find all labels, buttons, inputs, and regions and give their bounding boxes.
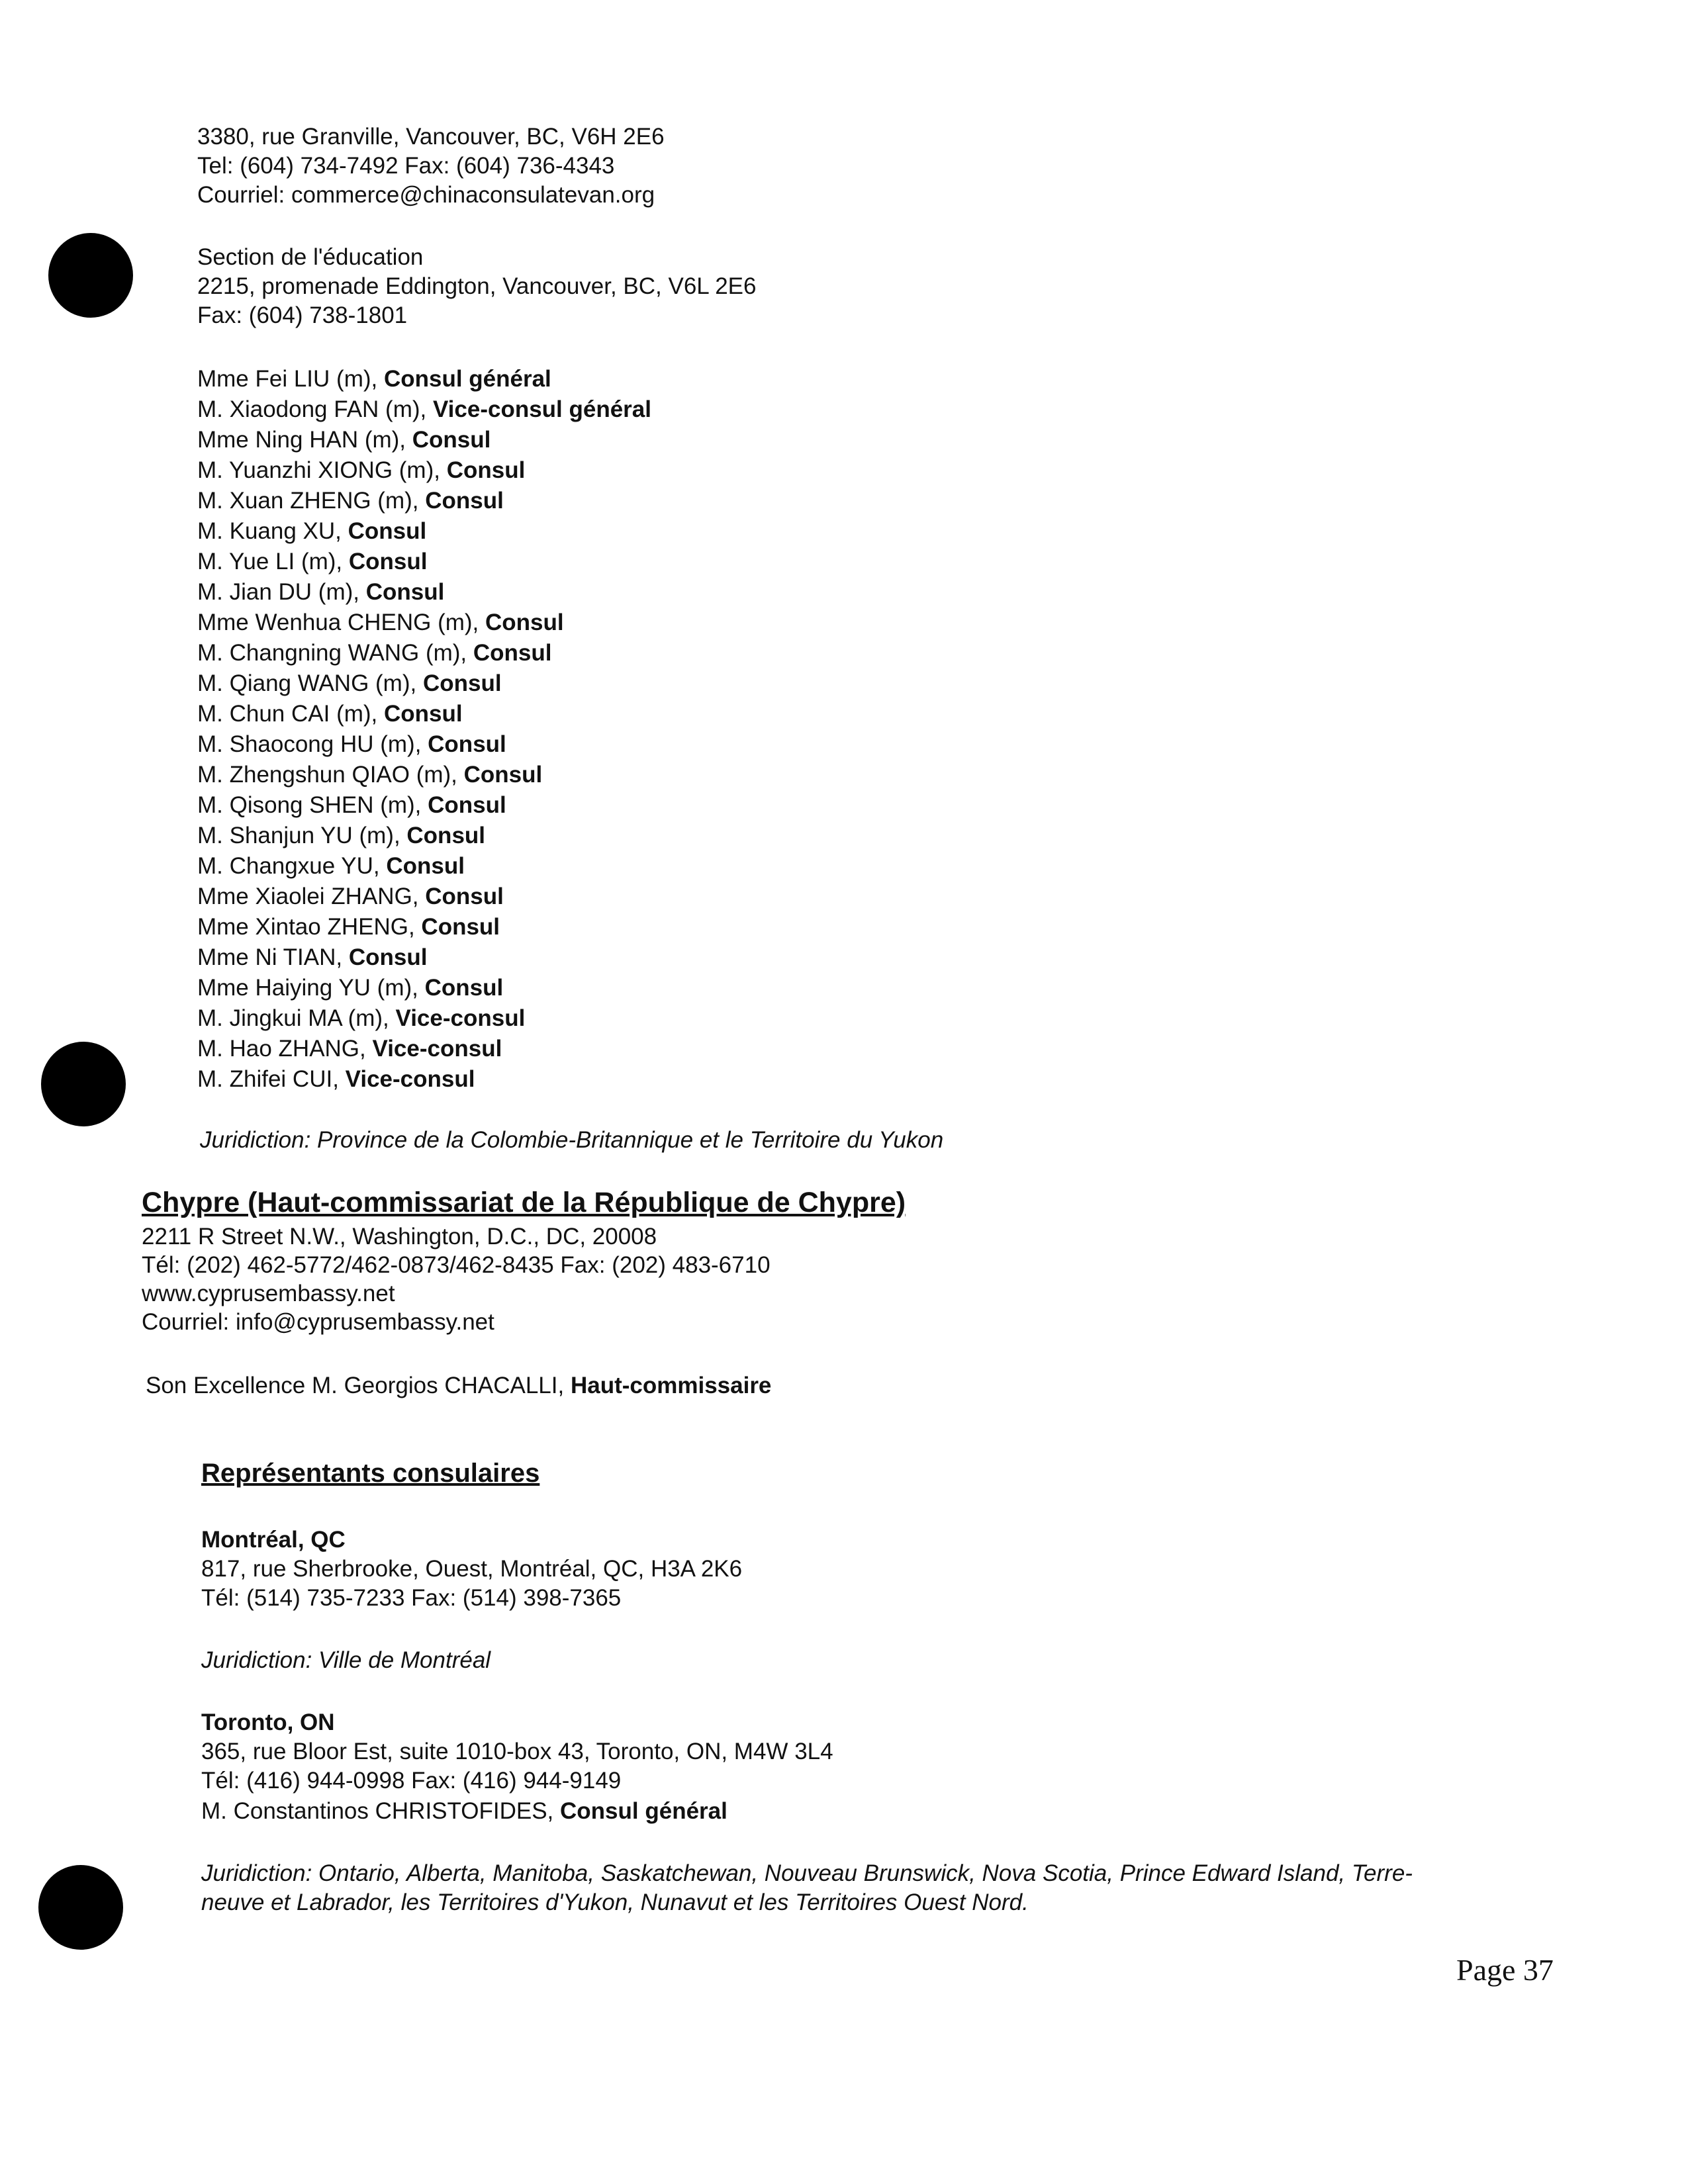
staff-name: M. Zhengshun QIAO (m), <box>197 762 464 788</box>
education-title: Section de l'éducation <box>197 244 424 270</box>
staff-title: Vice-consul général <box>432 396 651 422</box>
staff-name: M. Hao ZHANG, <box>197 1036 373 1062</box>
staff-name: Mme Wenhua CHENG (m), <box>197 610 485 635</box>
staff-title: Vice-consul <box>395 1005 526 1031</box>
staff-name: M. Jingkui MA (m), <box>197 1005 396 1031</box>
staff-title: Consul <box>424 975 504 1001</box>
staff-row <box>197 455 525 486</box>
staff-name: M. Zhifei CUI, <box>197 1066 346 1092</box>
staff-name: M. Shaocong HU (m), <box>197 731 428 757</box>
cyprus-address: 2211 R Street N.W., Washington, D.C., DC, 20008 <box>142 1224 657 1250</box>
staff-row <box>197 729 506 760</box>
staff-title: Consul <box>348 518 427 544</box>
consular-heading: Représentants consulaires <box>201 1459 540 1488</box>
commerce-phone: Tel: (604) 734-7492 Fax: (604) 736-4343 <box>197 153 615 179</box>
toronto-jurisdiction-line2: neuve et Labrador, les Territoires d'Yukon, Nunavut et les Territoires Ouest Nord. <box>201 1889 1029 1915</box>
staff-row <box>197 668 502 699</box>
staff-row <box>197 486 504 516</box>
toronto-jurisdiction-line1: Juridiction: Ontario, Alberta, Manitoba, Saskatchewan, Nouveau Brunswick, Nova Scotia, Prince Edward Island, Terre- <box>201 1860 1413 1886</box>
page-number: Page 37 <box>1456 1953 1554 1987</box>
cyprus-phone: Tél: (202) 462-5772/462-0873/462-8435 Fax: (202) 483-6710 <box>142 1252 771 1278</box>
commerce-address: 3380, rue Granville, Vancouver, BC, V6H 2E6 <box>197 124 665 150</box>
education-address: 2215, promenade Eddington, Vancouver, BC, V6L 2E6 <box>197 273 757 299</box>
staff-row <box>197 364 551 394</box>
toronto-staff <box>201 1796 727 1827</box>
head-name: Son Excellence M. Georgios CHACALLI, <box>146 1373 571 1398</box>
staff-name: M. Jian DU (m), <box>197 579 366 605</box>
staff-title: Consul <box>428 792 506 818</box>
staff-row <box>197 973 503 1003</box>
cyprus-email: Courriel: info@cyprusembassy.net <box>142 1309 494 1335</box>
toronto-city: Toronto, ON <box>201 1709 335 1735</box>
staff-name: Mme Xiaolei ZHANG, <box>197 884 426 909</box>
staff-name: M. Yuanzhi XIONG (m), <box>197 457 447 483</box>
staff-title: Consul <box>412 427 491 453</box>
staff-name: M. Xuan ZHENG (m), <box>197 488 426 514</box>
staff-name: M. Qisong SHEN (m), <box>197 792 428 818</box>
staff-name: M. Kuang XU, <box>197 518 348 544</box>
staff-title: Consul <box>425 488 504 514</box>
staff-name: Mme Ni TIAN, <box>197 944 349 970</box>
staff-row <box>197 608 564 638</box>
education-fax: Fax: (604) 738-1801 <box>197 302 408 328</box>
staff-title: Consul <box>348 944 428 970</box>
staff-name: Mme Ning HAN (m), <box>197 427 412 453</box>
head-title: Haut-commissaire <box>570 1373 772 1398</box>
staff-title: Consul <box>446 457 526 483</box>
binder-hole-middle <box>41 1042 126 1126</box>
staff-title: Consul <box>386 853 465 879</box>
staff-row <box>197 942 427 973</box>
staff-name: Mme Haiying YU (m), <box>197 975 425 1001</box>
staff-title: Vice-consul <box>345 1066 475 1092</box>
staff-row <box>197 425 491 455</box>
staff-title: Consul général <box>383 366 551 392</box>
staff-name: Mme Xintao ZHENG, <box>197 914 422 940</box>
staff-row <box>197 882 504 912</box>
staff-title: Consul <box>365 579 445 605</box>
staff-title: Consul <box>473 640 552 666</box>
toronto-staff-title: Consul général <box>560 1798 727 1824</box>
montreal-address: 817, rue Sherbrooke, Ouest, Montréal, QC, H3A 2K6 <box>201 1556 743 1582</box>
staff-name: M. Chun CAI (m), <box>197 701 384 727</box>
cyprus-website: www.cyprusembassy.net <box>142 1281 395 1306</box>
staff-row <box>197 760 542 790</box>
binder-hole-bottom <box>38 1865 123 1950</box>
staff-title: Consul <box>406 823 486 848</box>
staff-title: Consul <box>383 701 463 727</box>
staff-row <box>197 1003 525 1034</box>
staff-name: M. Changxue YU, <box>197 853 387 879</box>
toronto-address: 365, rue Bloor Est, suite 1010-box 43, Toronto, ON, M4W 3L4 <box>201 1739 833 1764</box>
staff-row <box>197 394 651 425</box>
staff-row <box>197 1064 475 1095</box>
staff-title: Consul <box>348 549 428 574</box>
staff-row <box>197 912 500 942</box>
staff-row <box>197 638 551 668</box>
binder-hole-top <box>48 233 133 318</box>
staff-title: Consul <box>425 884 504 909</box>
staff-row <box>197 547 427 577</box>
staff-row <box>197 577 444 608</box>
staff-title: Vice-consul <box>372 1036 502 1062</box>
staff-row <box>197 1034 502 1064</box>
staff-name: M. Xiaodong FAN (m), <box>197 396 433 422</box>
staff-title: Consul <box>422 670 502 696</box>
staff-row <box>197 516 426 547</box>
staff-row <box>197 790 506 821</box>
staff-title: Consul <box>421 914 500 940</box>
staff-row <box>197 851 465 882</box>
montreal-jurisdiction: Juridiction: Ville de Montréal <box>201 1647 491 1673</box>
toronto-staff-name: M. Constantinos CHRISTOFIDES, <box>201 1798 561 1824</box>
staff-name: M. Shanjun YU (m), <box>197 823 407 848</box>
staff-row <box>197 699 463 729</box>
staff-name: Mme Fei LIU (m), <box>197 366 384 392</box>
montreal-phone: Tél: (514) 735-7233 Fax: (514) 398-7365 <box>201 1585 622 1611</box>
staff-title: Consul <box>428 731 506 757</box>
staff-name: M. Qiang WANG (m), <box>197 670 423 696</box>
montreal-city: Montréal, QC <box>201 1527 346 1553</box>
commerce-email: Courriel: commerce@chinaconsulatevan.org <box>197 182 655 208</box>
china-jurisdiction: Juridiction: Province de la Colombie-Britannique et le Territoire du Yukon <box>200 1127 944 1153</box>
staff-title: Consul <box>485 610 564 635</box>
staff-row <box>197 821 485 851</box>
staff-title: Consul <box>463 762 543 788</box>
cyprus-heading: Chypre (Haut-commissariat de la République de Chypre) <box>142 1187 906 1218</box>
staff-name: M. Changning WANG (m), <box>197 640 473 666</box>
cyprus-head-of-mission <box>146 1371 771 1401</box>
toronto-phone: Tél: (416) 944-0998 Fax: (416) 944-9149 <box>201 1768 622 1794</box>
staff-name: M. Yue LI (m), <box>197 549 349 574</box>
